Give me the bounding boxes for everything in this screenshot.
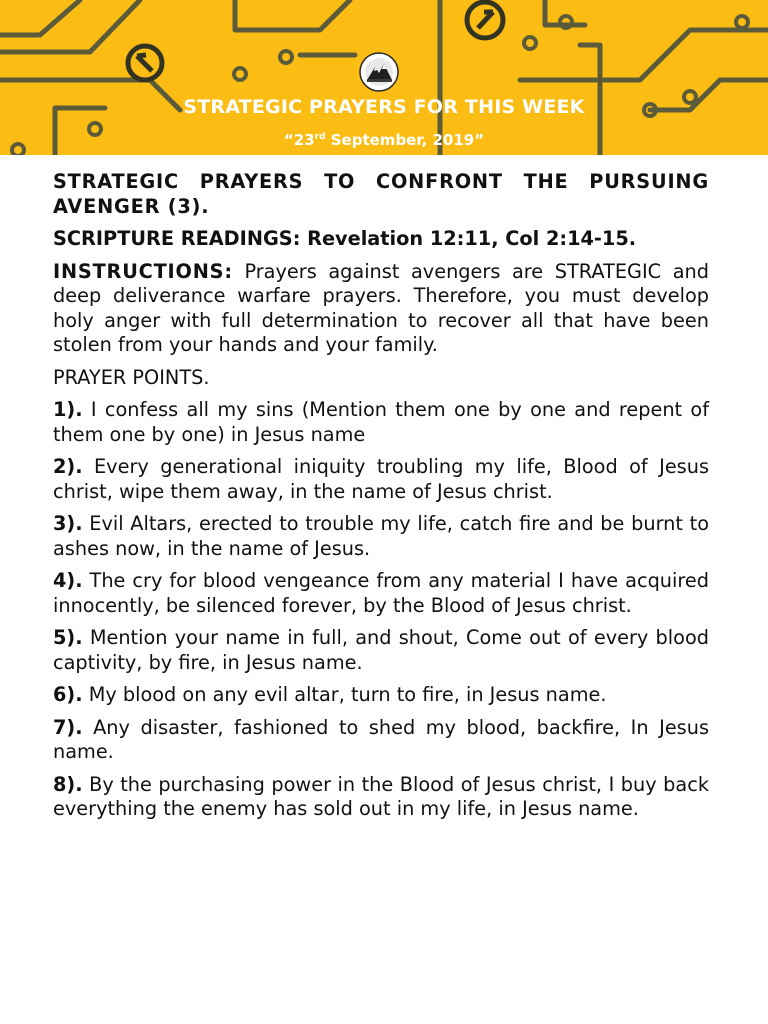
item-number: 3). [53, 512, 83, 535]
prayer-item [53, 716, 709, 765]
date-rest: September, 2019” [325, 131, 485, 149]
date-suffix: rd [314, 132, 326, 142]
item-text: My blood on any evil altar, turn to fire, in Jesus name. [82, 683, 607, 706]
banner-title: STRATEGIC PRAYERS FOR THIS WEEK [183, 96, 585, 118]
instructions-label: INSTRUCTIONS: [53, 259, 233, 283]
prayer-item [53, 773, 709, 822]
prayer-item [53, 398, 709, 447]
instructions-text: Prayers against avengers are STRATEGIC and deep deliverance warfare prayers. Therefore, you must develop holy anger with full determination to recover all that have been stolen from your hands and your family. [53, 259, 709, 356]
item-number: 4). [53, 569, 83, 592]
item-text: Every generational iniquity troubling my life, Blood of Jesus christ, wipe them away, in the name of Jesus christ. [53, 455, 709, 503]
header-banner [0, 0, 768, 155]
item-text: By the purchasing power in the Blood of Jesus christ, I buy back everything the enemy has sold out in my life, in Jesus name. [53, 772, 709, 820]
item-text: I confess all my sins (Mention them one by one and repent of them one by one) in Jesus name [53, 398, 709, 446]
prayer-item [53, 455, 709, 504]
item-text: Mention your name in full, and shout, Come out of every blood captivity, by fire, in Jesus name. [53, 626, 709, 674]
instructions-paragraph [53, 260, 709, 358]
item-text: The cry for blood vengeance from any material I have acquired innocently, be silenced forever, by the Blood of Jesus christ. [53, 569, 709, 617]
scripture-readings: SCRIPTURE READINGS: Revelation 12:11, Col 2:14-15. [53, 227, 637, 250]
item-number: 5). [53, 626, 83, 649]
page-title: STRATEGIC PRAYERS TO CONFRONT THE PURSUING AVENGER (3). [53, 170, 709, 218]
item-number: 6). [53, 683, 83, 706]
item-text: Any disaster, fashioned to shed my blood, backfire, In Jesus name. [53, 715, 709, 763]
prayer-item [53, 626, 709, 675]
prayer-points-label: PRAYER POINTS. [53, 365, 210, 389]
item-number: 8). [53, 772, 83, 796]
item-number: 7). [53, 715, 83, 739]
item-number: 2). [53, 455, 83, 478]
item-text: Evil Altars, erected to trouble my life, catch fire and be burnt to ashes now, in the name of Jesus. [53, 512, 709, 560]
prayer-item [53, 512, 709, 561]
item-number: 1). [53, 398, 83, 421]
date-day: “23 [283, 131, 315, 149]
clock-icon-right [467, 2, 503, 38]
banner-date [0, 131, 768, 149]
mountain-logo-icon [359, 52, 399, 92]
prayer-item [53, 683, 709, 708]
document-body [53, 170, 709, 830]
clock-icon-left [128, 46, 162, 80]
prayer-item [53, 569, 709, 618]
